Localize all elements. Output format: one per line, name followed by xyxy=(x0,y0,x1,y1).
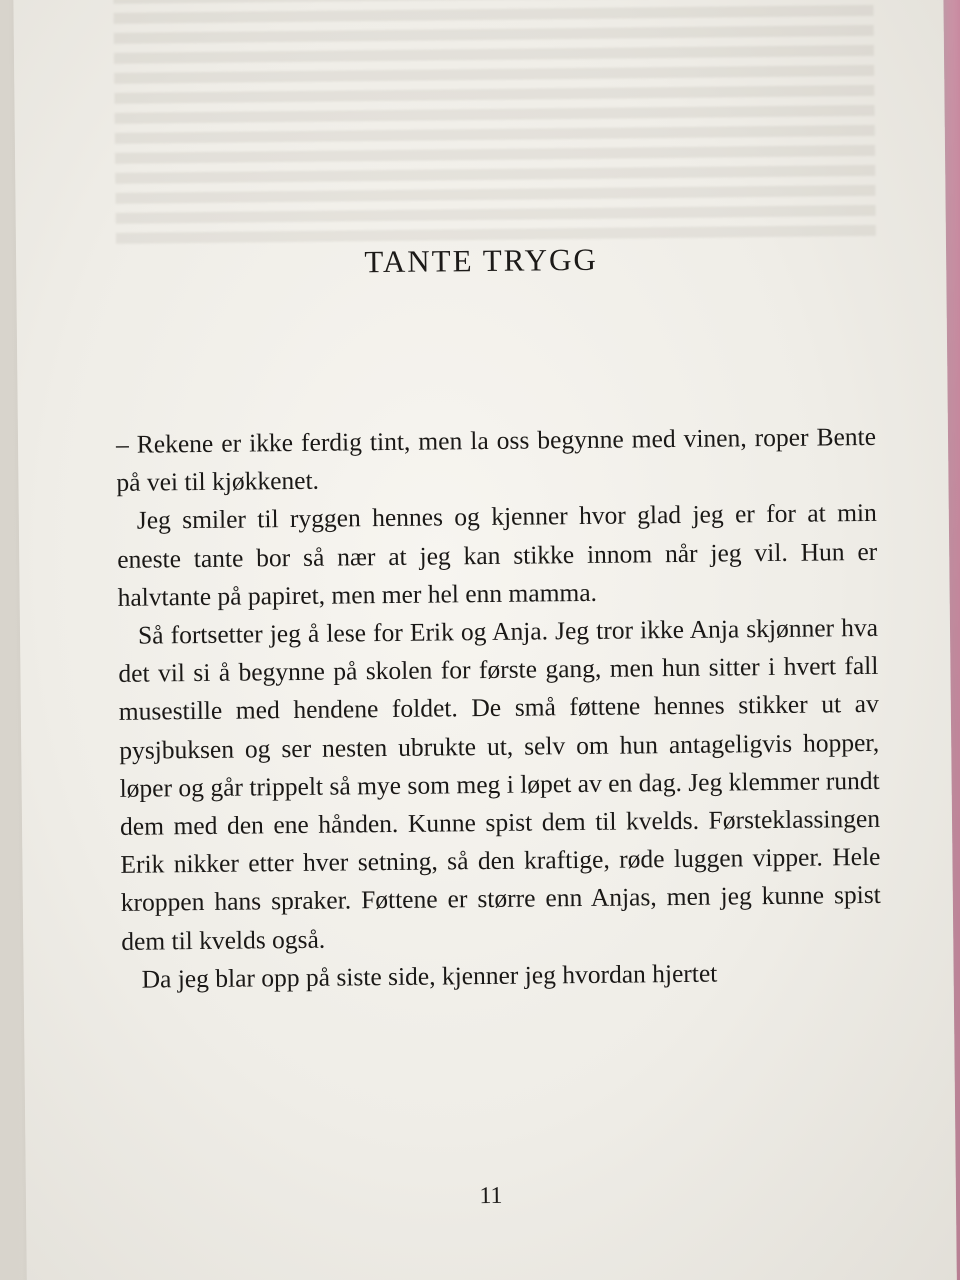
paragraph-dialogue: – Rekene er ikke ferdig tint, men la oss begynne med vinen, roper Bente på vei til kjøkkenet. xyxy=(115,421,877,498)
paragraph: Da jeg blar opp på siste side, kjenner jeg hvordan hjertet xyxy=(141,958,718,994)
show-through-text xyxy=(113,0,877,384)
book-page xyxy=(13,0,957,1280)
paragraph: Jeg smiler til ryggen hennes og kjenner hvor glad jeg er for at min eneste tante bor så nær at jeg kan stikke innom når jeg vil. Hun er halvtante på papiret, men mer hel enn mamma. xyxy=(117,498,878,612)
body-text xyxy=(116,418,882,999)
chapter-title: TANTE TRYGG xyxy=(364,241,598,280)
page-number: 11 xyxy=(479,1182,503,1210)
paragraph: Så fortsetter jeg å lese for Erik og Anja. Jeg tror ikke Anja skjønner hva det vil si å begynne på skolen for første gang, men hun sitter i hvert fall musestille med hendene foldet. De små føttene hennes stikker ut av pysjbuksen og ser nesten ubrukte ut, selv om hun antageligvis hopper, løper og går trippelt så mye som meg i løpet av en dag. Jeg klemmer rundt dem med den ene hånden. Kunne spist dem til kvelds. Førsteklassingen Erik nikker etter hver setning, så den kraftige, røde luggen vipper. Hele kroppen hans spraker. Føttene er større enn Anjas, men jeg kunne spist dem til kvelds også. xyxy=(118,612,881,956)
